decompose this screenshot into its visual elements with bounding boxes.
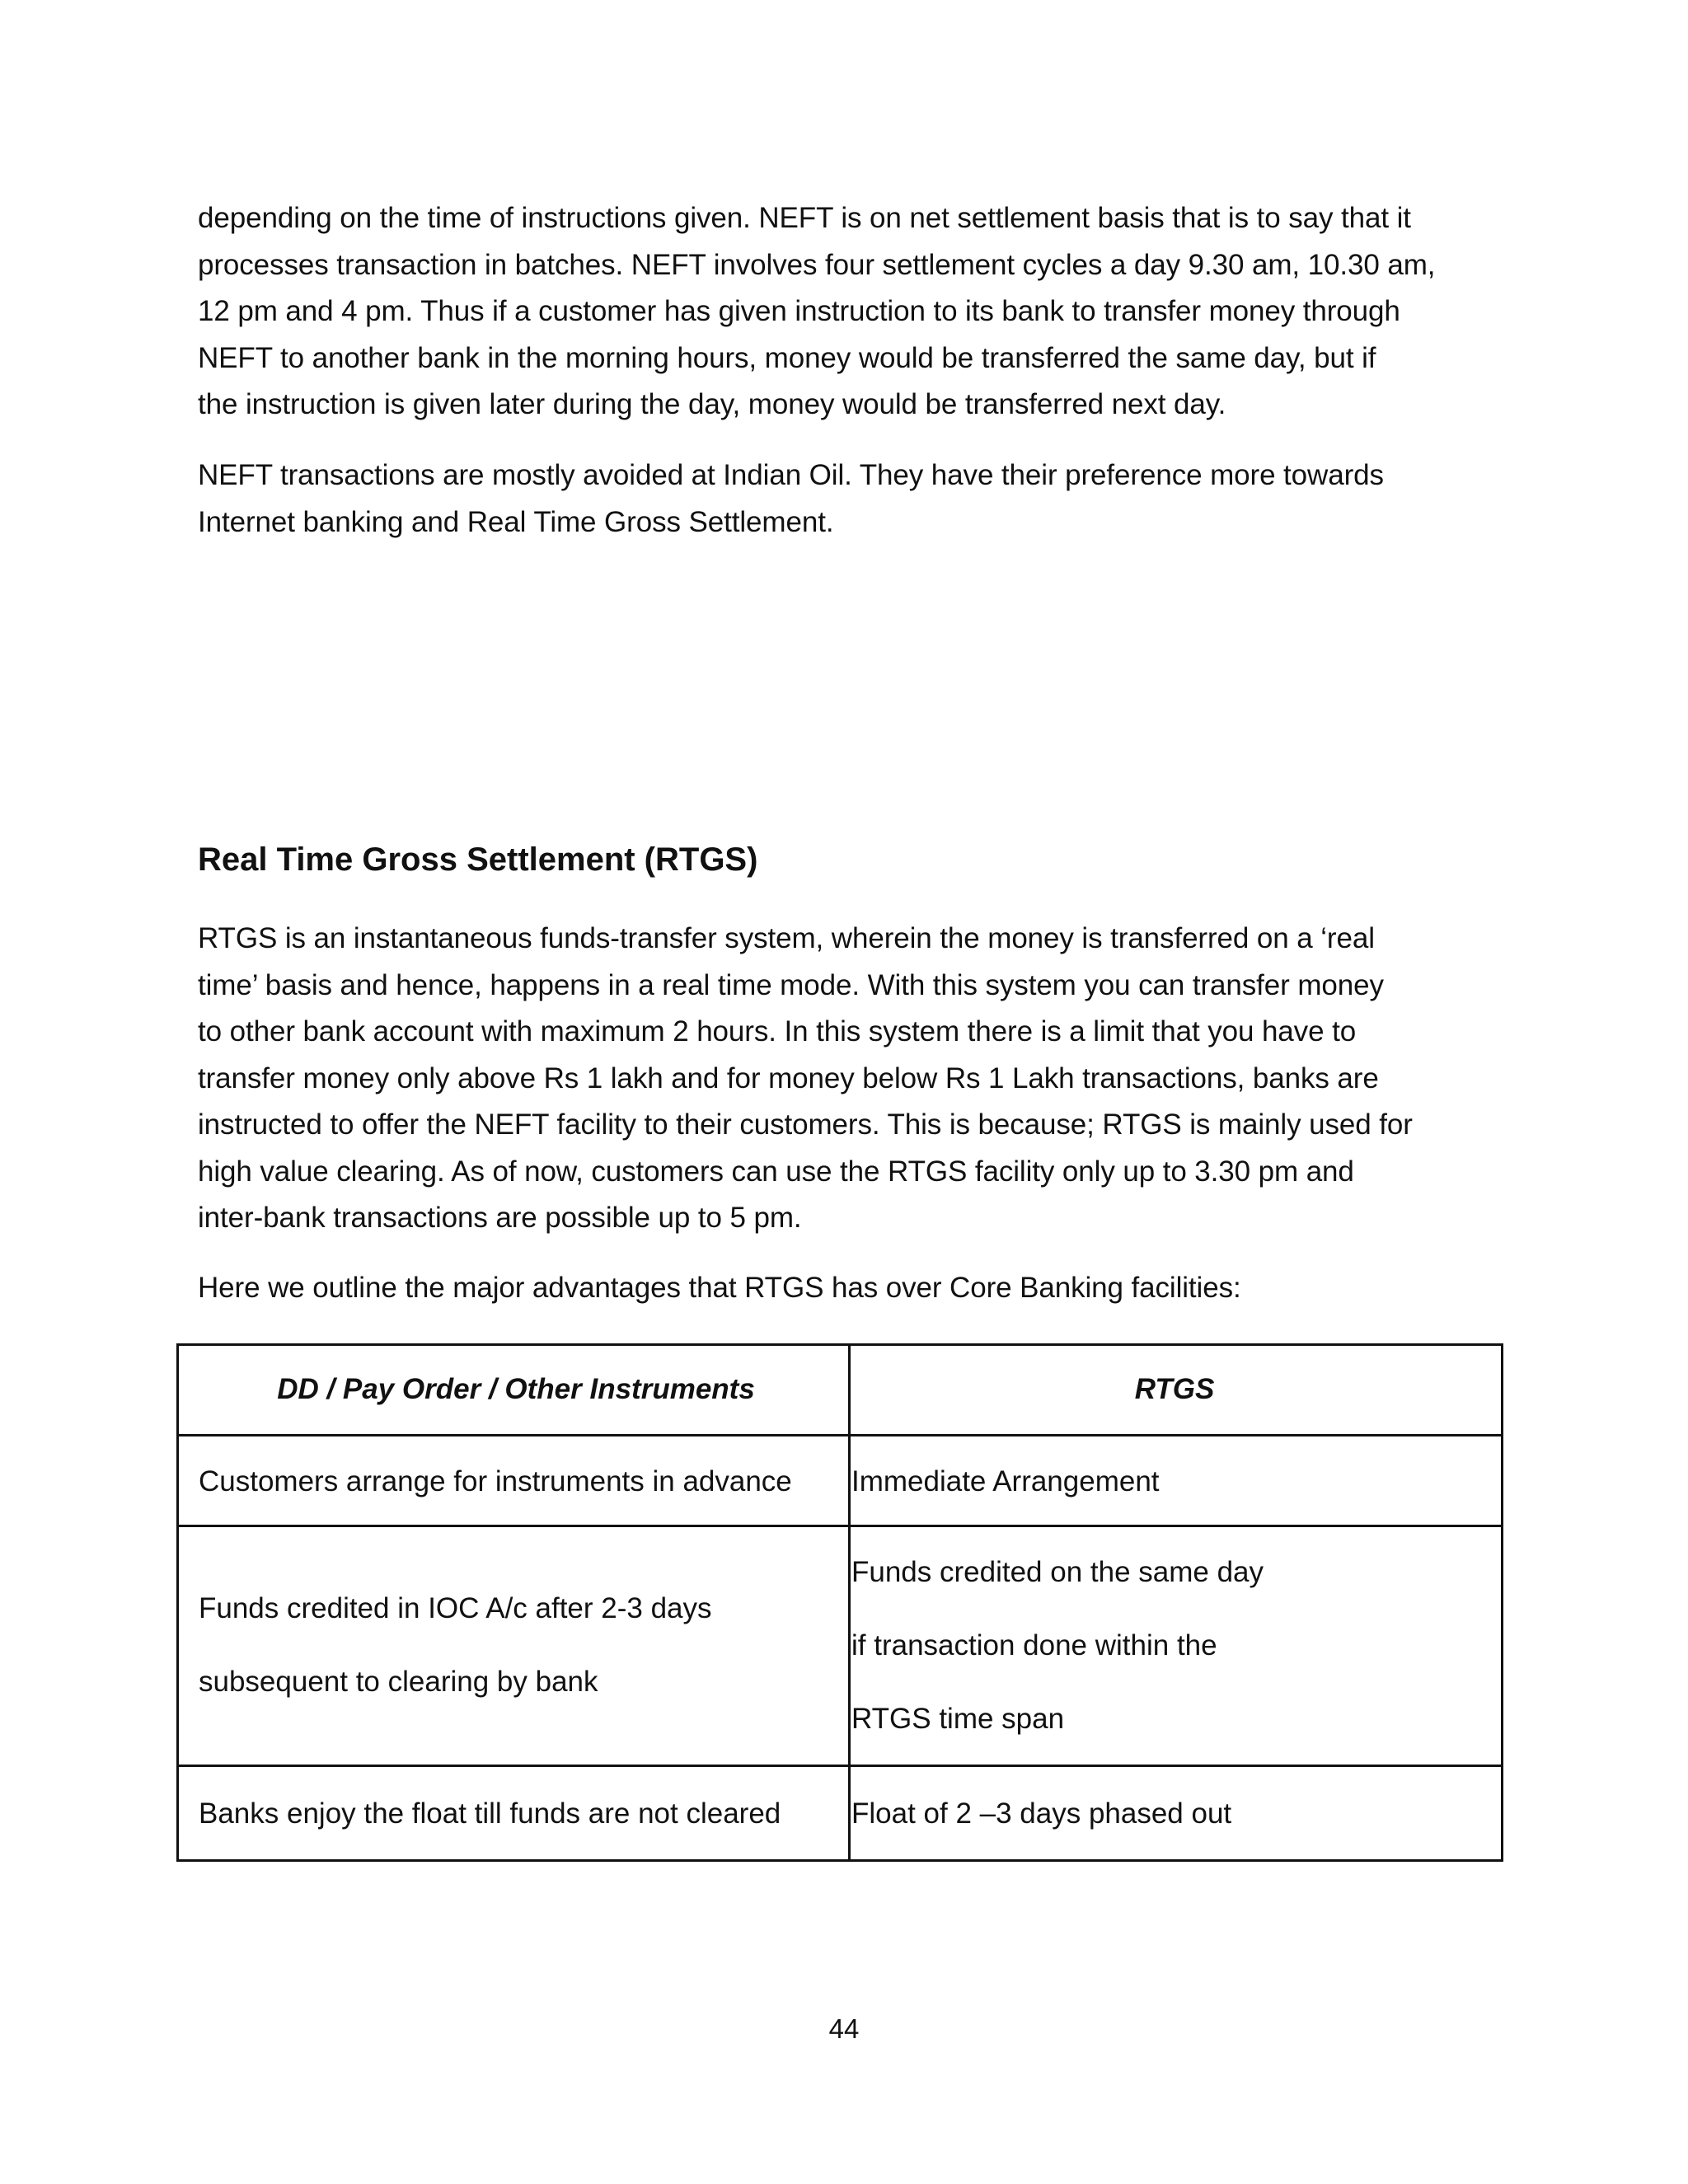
cell-line: Immediate Arrangement bbox=[851, 1465, 1160, 1497]
paragraph-line: transfer money only above Rs 1 lakh and for money below Rs 1 Lakh transactions, banks are bbox=[198, 1062, 1379, 1094]
table-cell-left bbox=[199, 1445, 792, 1518]
neft-continued-paragraph bbox=[198, 195, 1508, 429]
paragraph-line: NEFT transactions are mostly avoided at Indian Oil. They have their preference more towards bbox=[198, 459, 1384, 491]
paragraph-line: RTGS is an instantaneous funds-transfer system, wherein the money is transferred on a ‘real bbox=[198, 922, 1375, 954]
paragraph-line: high value clearing. As of now, customers can use the RTGS facility only up to 3.30 pm and bbox=[198, 1155, 1354, 1188]
paragraph-line: the instruction is given later during the day, money would be transferred next day. bbox=[198, 388, 1226, 420]
paragraph-line: processes transaction in batches. NEFT involves four settlement cycles a day 9.30 am, 10.30 am, bbox=[198, 248, 1436, 281]
paragraph-line: time’ basis and hence, happens in a real time mode. With this system you can transfer money bbox=[198, 968, 1384, 1001]
table-header-left: DD / Pay Order / Other Instruments bbox=[277, 1373, 755, 1405]
table-intro-paragraph bbox=[198, 1265, 1508, 1312]
table-cell-left bbox=[199, 1777, 781, 1850]
rtgs-description-paragraph bbox=[198, 916, 1508, 1242]
table-column-divider bbox=[848, 1346, 851, 1859]
comparison-table bbox=[176, 1343, 1503, 1862]
cell-line: Funds credited in IOC A/c after 2-3 days bbox=[199, 1592, 712, 1624]
paragraph-line: depending on the time of instructions given. NEFT is on net settlement basis that is to say that it bbox=[198, 202, 1411, 234]
paragraph-line: inter-bank transactions are possible up to 5 pm. bbox=[198, 1202, 802, 1234]
table-cell-right bbox=[851, 1777, 1231, 1850]
paragraph-line: NEFT to another bank in the morning hours, money would be transferred the same day, but if bbox=[198, 341, 1376, 374]
cell-line: Float of 2 –3 days phased out bbox=[851, 1797, 1232, 1830]
cell-line: Customers arrange for instruments in advance bbox=[199, 1465, 792, 1497]
table-row bbox=[179, 1767, 1501, 1859]
page-number: 44 bbox=[828, 2013, 860, 2044]
cell-line: subsequent to clearing by bank bbox=[199, 1666, 598, 1698]
cell-line: if transaction done within the bbox=[851, 1629, 1217, 1661]
paragraph-line: 12 pm and 4 pm. Thus if a customer has given instruction to its bank to transfer money through bbox=[198, 295, 1400, 327]
table-header-row bbox=[179, 1346, 1501, 1436]
paragraph-line: Here we outline the major advantages that RTGS has over Core Banking facilities: bbox=[198, 1272, 1241, 1304]
cell-line: Funds credited on the same day bbox=[851, 1556, 1264, 1588]
paragraph-line: instructed to offer the NEFT facility to their customers. This is because; RTGS is mainly used for bbox=[198, 1108, 1413, 1141]
table-cell-right bbox=[851, 1535, 1264, 1755]
table-header-right: RTGS bbox=[1134, 1373, 1215, 1405]
section-heading: Real Time Gross Settlement (RTGS) bbox=[198, 841, 758, 878]
table-cell-right bbox=[851, 1445, 1160, 1518]
table-cell-left bbox=[199, 1572, 712, 1718]
neft-preference-paragraph bbox=[198, 452, 1508, 546]
table-row bbox=[179, 1527, 1501, 1767]
paragraph-line: to other bank account with maximum 2 hours. In this system there is a limit that you have to bbox=[198, 1015, 1357, 1047]
table-row bbox=[179, 1436, 1501, 1527]
paragraph-line: Internet banking and Real Time Gross Settlement. bbox=[198, 505, 834, 538]
cell-line: Banks enjoy the float till funds are not cleared bbox=[199, 1797, 781, 1830]
cell-line: RTGS time span bbox=[851, 1703, 1065, 1735]
